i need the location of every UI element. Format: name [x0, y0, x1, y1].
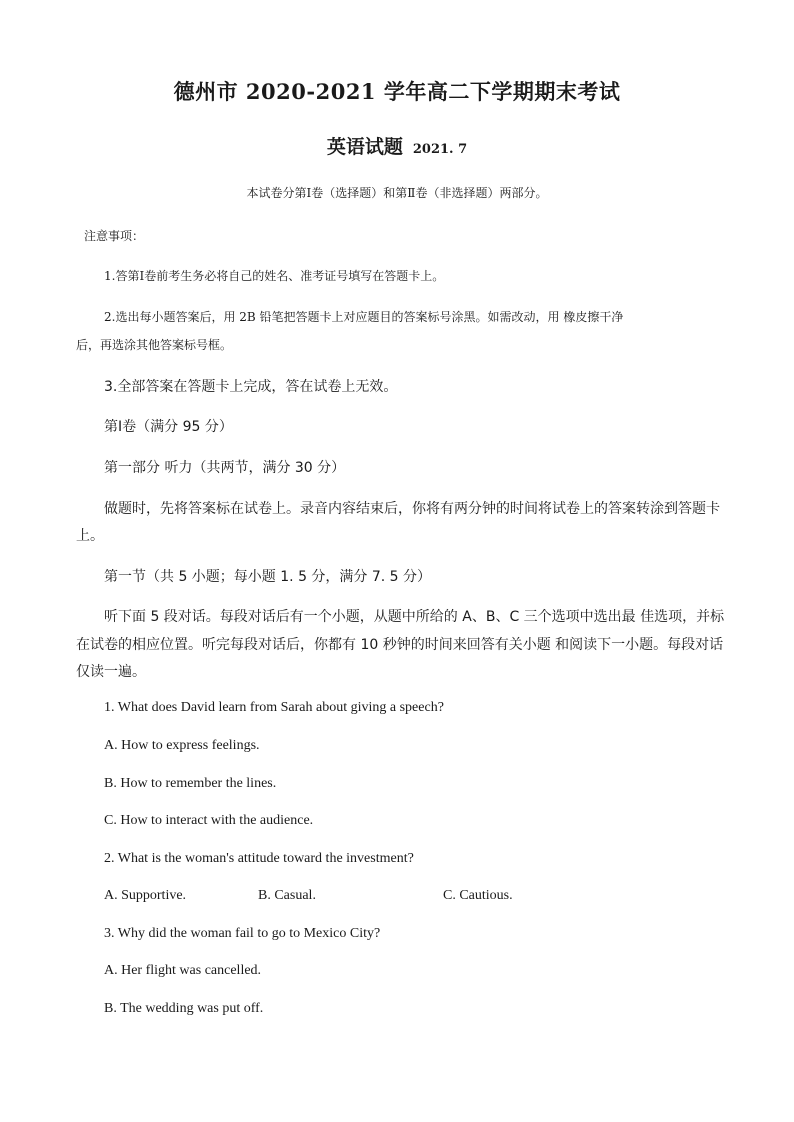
exam-title: 德州市 2020-2021 学年高二下学期期末考试	[173, 79, 621, 104]
question-1-option-b: B. How to remember the lines.	[104, 776, 277, 791]
question-2-option-a: A. Supportive.	[104, 888, 187, 903]
section-heading: 第Ⅰ卷（满分 95 分）	[104, 419, 233, 435]
listening-instruction-line-3: 仅读一遍。	[76, 664, 146, 680]
notice-item-3: 3.全部答案在答题卡上完成，答在试卷上无效。	[104, 379, 398, 395]
listening-instruction-line-1: 听下面 5 段对话。每段对话后有一个小题，从题中所给的 A、B、C 三个选项中选出最 佳选项，并标	[104, 609, 725, 625]
listening-instruction-line-2: 在试卷的相应位置。听完每段对话后，你都有 10 秒钟的时间来回答有关小题 和阅读下一小题。每段对话	[76, 637, 724, 653]
question-1-option-c: C. How to interact with the audience.	[104, 813, 314, 828]
question-2-option-b: B. Casual.	[258, 888, 316, 903]
question-3-option-b: B. The wedding was put off.	[104, 1001, 264, 1016]
notice-item-2-line-2: 后，再选涂其他答案标号框。	[76, 338, 233, 352]
question-1: 1. What does David learn from Sarah about giving a speech?	[104, 700, 444, 715]
subject-title: 英语试题	[326, 136, 403, 158]
question-3-option-a: A. Her flight was cancelled.	[104, 963, 262, 978]
exam-intro: 本试卷分第Ⅰ卷（选择题）和第Ⅱ卷（非选择题）两部分。	[246, 186, 548, 200]
question-3: 3. Why did the woman fail to go to Mexico City?	[104, 926, 381, 941]
instruction-line-1: 做题时，先将答案标在试卷上。录音内容结束后，你将有两分钟的时间将试卷上的答案转涂到答题卡	[104, 501, 720, 517]
notice-item-2-line-1: 2.选出每小题答案后，用 2B 铅笔把答题卡上对应题目的答案标号涂黑。如需改动，用 橡皮擦干净	[104, 310, 624, 324]
question-1-option-a: A. How to express feelings.	[104, 738, 260, 753]
notice-heading: 注意事项：	[84, 229, 145, 243]
exam-subtitle	[0, 132, 794, 159]
question-2-option-c: C. Cautious.	[443, 888, 513, 903]
instruction-line-2: 上。	[76, 528, 104, 544]
subsection-heading: 第一节（共 5 小题；每小题 1. 5 分，满分 7. 5 分）	[104, 569, 432, 585]
exam-date: 2021. 7	[412, 142, 468, 157]
part-heading: 第一部分 听力（共两节，满分 30 分）	[104, 460, 346, 476]
question-2: 2. What is the woman's attitude toward the investment?	[104, 851, 414, 866]
notice-item-1: 1.答第Ⅰ卷前考生务必将自己的姓名、准考证号填写在答题卡上。	[104, 269, 445, 283]
